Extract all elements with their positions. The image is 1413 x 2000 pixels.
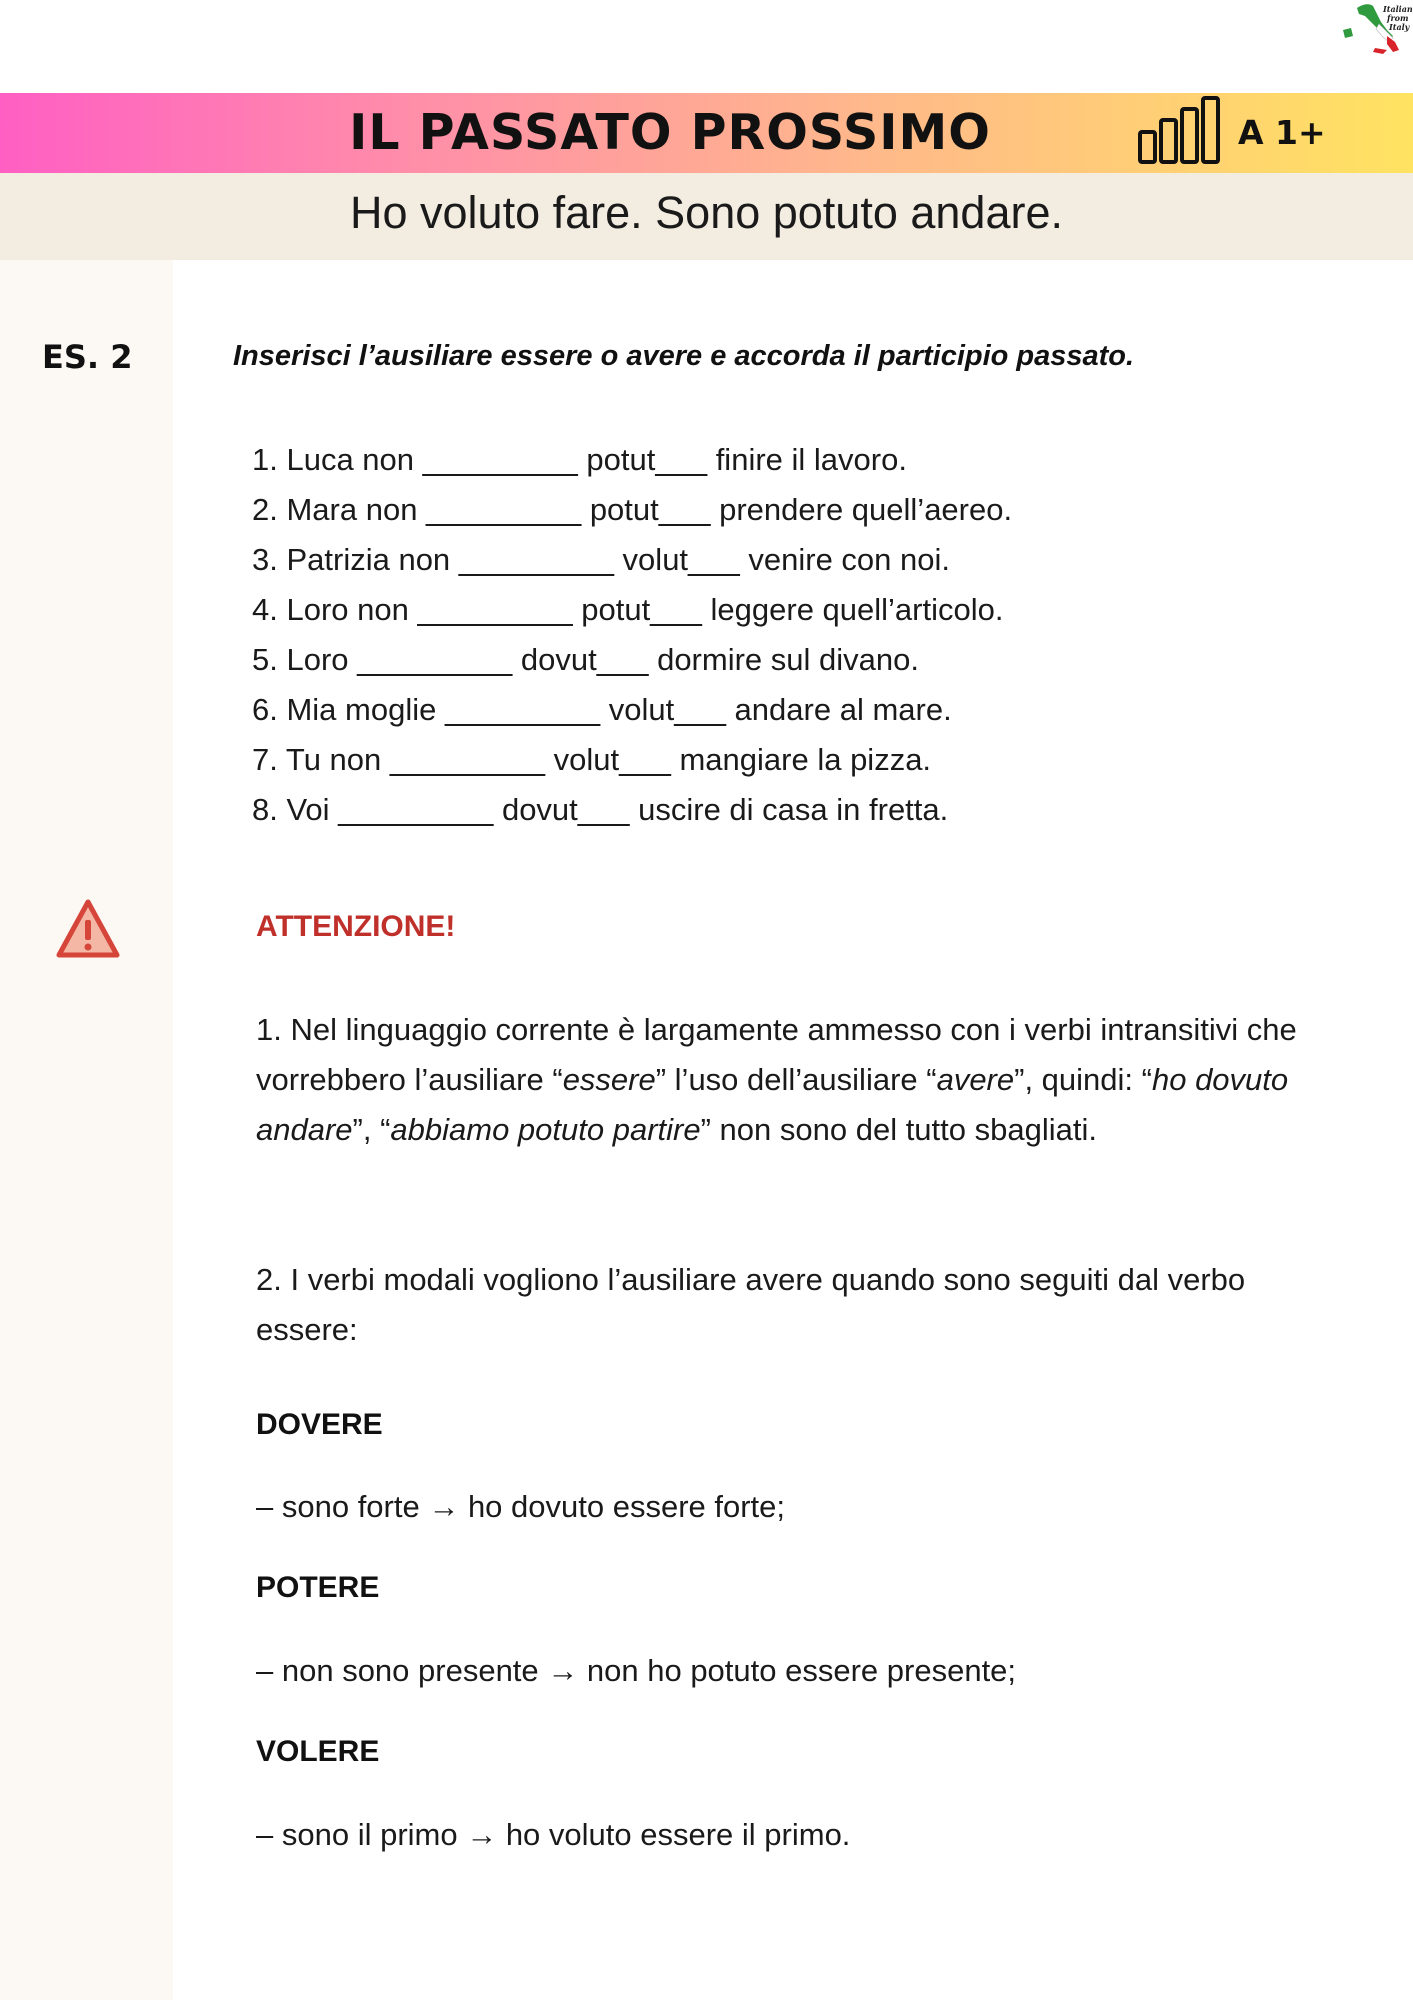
- svg-text:Italy: Italy: [1389, 22, 1410, 32]
- note-2: 2. I verbi modali vogliono l’ausiliare avere quando sono seguiti dal verbo essere:: [256, 1262, 1246, 1347]
- attention-heading: ATTENZIONE!: [256, 910, 456, 943]
- note-1-text: ” non sono del tutto sbagliati.: [700, 1112, 1097, 1147]
- svg-text:from: from: [1387, 13, 1409, 23]
- exercise-list: [252, 435, 1012, 835]
- level-bars-icon: [1138, 96, 1228, 168]
- note-1-text: ”, “: [352, 1112, 391, 1147]
- exercise-item: 6. Mia moglie _________ volut___ andare al mare.: [252, 692, 952, 727]
- section-heading-potere: POTERE: [256, 1571, 380, 1604]
- note-1-emphasis: essere: [562, 1062, 656, 1097]
- exercise-label: ES. 2: [42, 338, 133, 376]
- exercise-item: 8. Voi _________ dovut___ uscire di casa in fretta.: [252, 792, 949, 827]
- exercise-item: 7. Tu non _________ volut___ mangiare la pizza.: [252, 742, 932, 777]
- page-title: IL PASSATO PROSSIMO: [349, 104, 991, 161]
- note-1-emphasis: ho dovuto andare: [256, 1062, 1289, 1147]
- exercise-instruction: Inserisci l’ausiliare essere o avere e accorda il participio passato.: [233, 340, 1135, 372]
- section-heading-volere: VOLERE: [256, 1735, 380, 1768]
- section-heading-dovere: DOVERE: [256, 1408, 383, 1441]
- example-dovere: – sono forte → ho dovuto essere forte;: [256, 1489, 786, 1524]
- note-1-text: 1. Nel linguaggio corrente è largamente ammesso con i verbi intransitivi che vorrebbero l’ausiliare “: [256, 1012, 1297, 1097]
- note-1-emphasis: avere: [936, 1062, 1015, 1097]
- note-1-emphasis: abbiamo potuto partire: [390, 1112, 701, 1147]
- note-1-text: ” l’uso dell’ausiliare “: [655, 1062, 937, 1097]
- exercise-item: 3. Patrizia non _________ volut___ venire con noi.: [252, 542, 950, 577]
- level-label: A 1+: [1238, 113, 1326, 152]
- page-subtitle: Ho voluto fare. Sono potuto andare.: [350, 187, 1063, 238]
- svg-text:Italian: Italian: [1383, 4, 1413, 14]
- exercise-item: 2. Mara non _________ potut___ prendere quell’aereo.: [252, 492, 1013, 527]
- exercise-item: 1. Luca non _________ potut___ finire il lavoro.: [252, 442, 907, 477]
- italian-from-italy-logo: [1335, 0, 1413, 58]
- warning-icon: [56, 898, 120, 960]
- example-volere: – sono il primo → ho voluto essere il primo.: [256, 1817, 851, 1852]
- left-margin-column: [0, 260, 173, 2000]
- example-potere: – non sono presente → non ho potuto essere presente;: [256, 1653, 1017, 1688]
- exercise-item: 5. Loro _________ dovut___ dormire sul divano.: [252, 642, 919, 677]
- exercise-item: 4. Loro non _________ potut___ leggere quell’articolo.: [252, 592, 1004, 627]
- note-1: [256, 1005, 1326, 1155]
- note-1-text: ”, quindi: “: [1014, 1062, 1152, 1097]
